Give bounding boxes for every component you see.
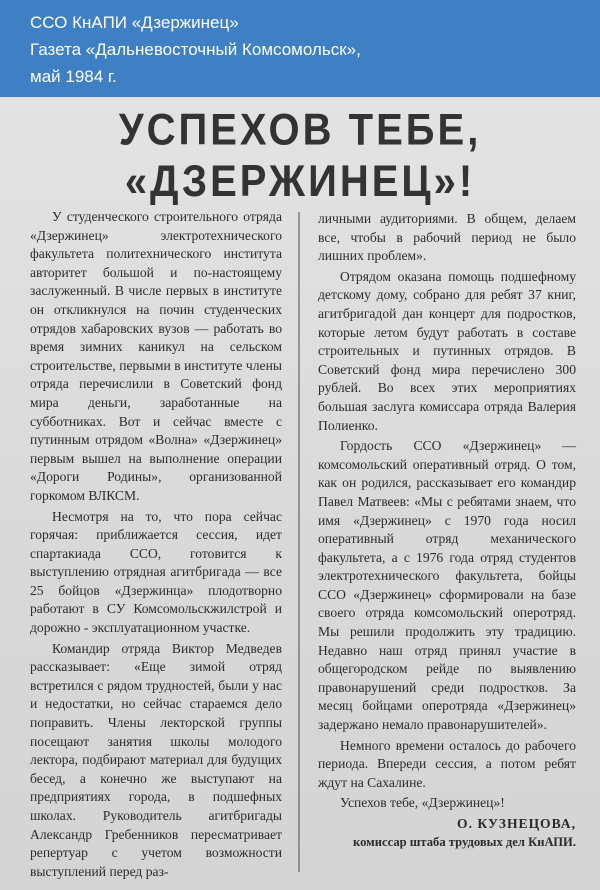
headline-line-2: «ДЗЕРЖИНЕЦ»! (124, 156, 476, 206)
paragraph: Несмотря на то, что пора сейчас горячая: приближается сессия, идет спартакиада ССО, готовится к выступлению отрядная агитбригада — все 25 бойцов «Дзержинца» плодотворно работают в СУ Комсомольскжилстрой и дорожно - эксплуатационном участке. (30, 508, 282, 636)
paragraph: Гордость ССО «Дзержинец» — комсомольский оперативный отряд. О том, как он родился, рассказывает его командир Павел Матвеев: «Мы с ребятами знаем, что имя «Дзержинец» с 1970 года носил оперативный отряд механического факультета, а с 1976 года отряд студентов электротехнического факультета, бойцы ССО «Дзержинец» сформировали на базе своего отряда комсомольский оперотряд. Мы решили продолжить эту традицию. Недавно наш отряд принял участие в общегородском рейде по выявлению правонарушений среди подростков. За месяц бойцами оперотряда «Дзержинец» задержано немало правонарушителей». (318, 438, 576, 733)
caption-banner (0, 0, 600, 97)
caption-line-organization: ССО КнАПИ «Дзержинец» (30, 13, 239, 32)
caption-line-date: май 1984 г. (30, 67, 117, 86)
paragraph: Командир отряда Виктор Медведев рассказывает: «Еще зимой отряд встретился с рядом трудностей, были у нас и недостатки, но сейчас стараемся дело поправить. Члены лекторской группы посещают занятия школы молодого лектора, подбирают материал для будущих бесед, а конечно же выступают на предприятиях города, в подшефных школах. Руководитель агитбригады Александр Гребенников пересматривает репертуар с учетом возможности выступлений перед раз- (30, 640, 282, 879)
paragraph: личными аудиториями. В общем, делаем все, чтобы в рабочий период не было лишних проблем». (318, 211, 576, 264)
article-column-left (30, 208, 282, 883)
paragraph: Отрядом оказана помощь подшефному детскому дому, собрано для ребят 37 книг, агитбригадой дан концерт для подростков, которые летом будут работать в составе строительных и путинных отрядов. В Советский фонд мира перечислено 300 рублей. Во всех этих мероприятиях большая заслуга комиссара отряда Валерия Полиенко. (318, 268, 576, 433)
article-headline (0, 104, 600, 207)
column-divider (298, 212, 300, 872)
author-signature: О. КУЗНЕЦОВА, (457, 816, 576, 831)
headline-line-1: УСПЕХОВ ТЕБЕ, (118, 105, 482, 155)
paragraph: Немного времени осталось до рабочего периода. Впереди сессия, а потом ребят ждут на Сахалине. (318, 737, 576, 790)
author-role: комиссар штаба трудовых дел КнАПИ. (353, 834, 576, 849)
caption-line-newspaper: Газета «Дальневосточный Комсомольск», (30, 40, 361, 59)
paragraph: У студенческого строительного отряда «Дзержинец» электротехнического факультета политехнического института авторитет большой и по-настоящему заслуженный. В числе первых в институте он откликнулся на почин студенческих отрядов хабаровских вузов — работать во время зимних каникул на сельском строительстве, первыми в институте члены отряда перечислили в Советский фонд мира деньги, заработанные на субботниках. Вот и сейчас вместе с путинным отрядом «Волна» «Дзержинец» первым вышел на выполнение операции «Дороги Родины», организованной горкомом ВЛКСМ. (30, 209, 282, 503)
closing-greeting: Успехов тебе, «Дзержинец»! (340, 795, 505, 811)
article-column-right (318, 210, 576, 851)
